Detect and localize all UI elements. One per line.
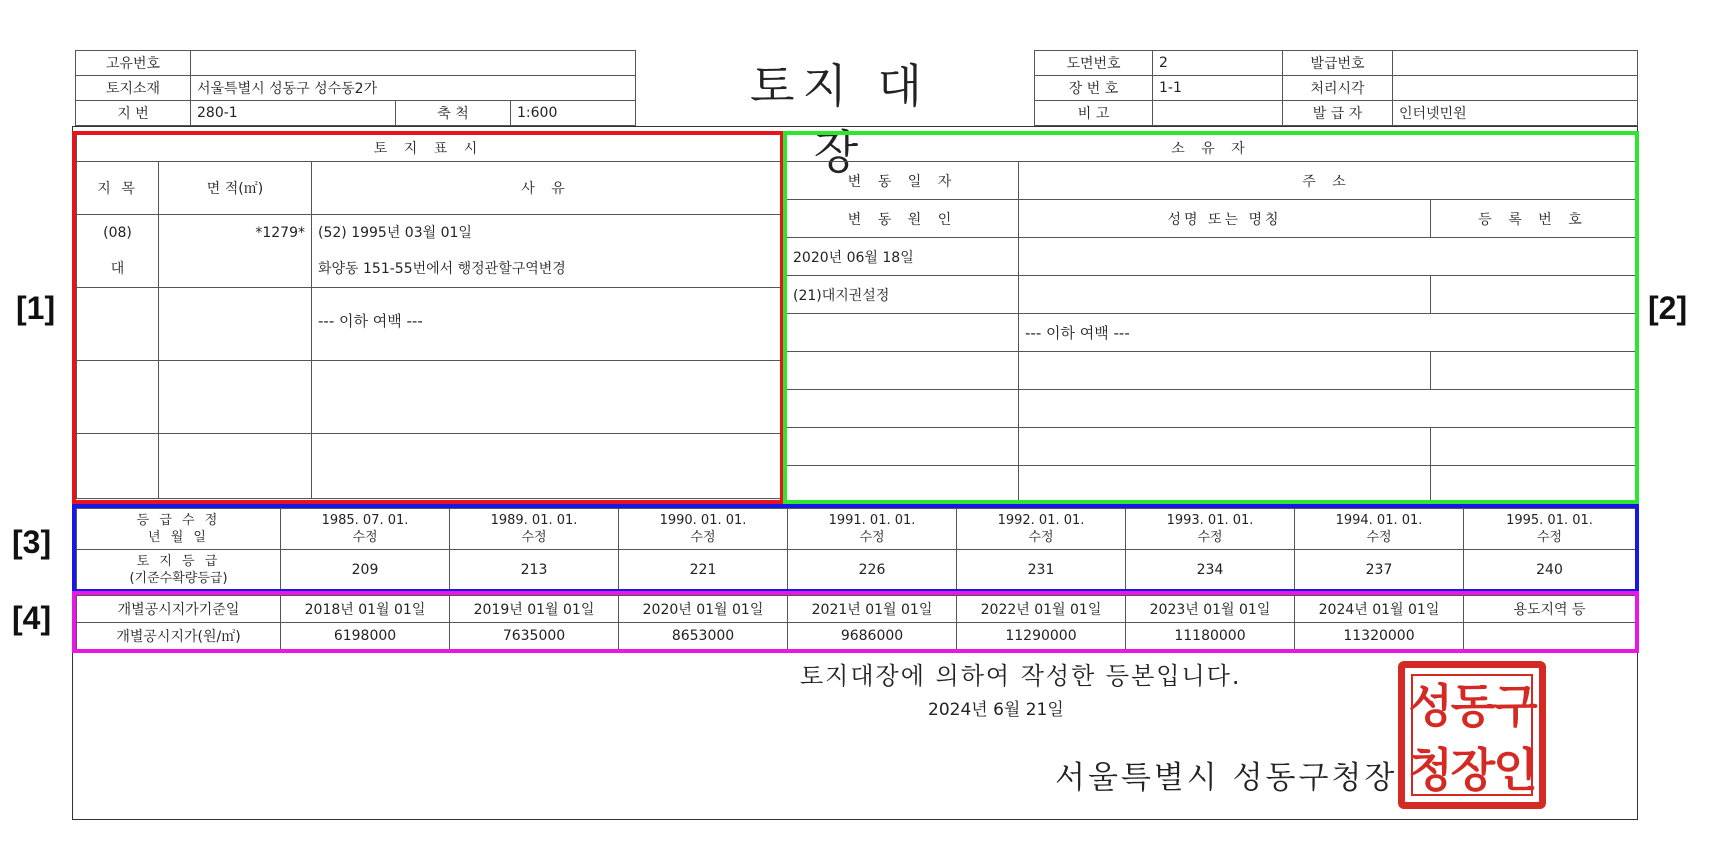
grade-date-cell	[450, 509, 619, 550]
owner-col-change-date: 변 동 일 자	[787, 162, 1019, 200]
price-date: 2019년 01월 01일	[450, 596, 619, 623]
grade-value: 226	[788, 550, 957, 591]
owner-empty-cell	[1019, 428, 1431, 466]
header-left-table	[75, 50, 636, 126]
issue-no-label: 발급번호	[1283, 51, 1393, 76]
lot-label: 지 번	[76, 101, 191, 126]
land-empty-cell	[312, 361, 781, 434]
owner-blank-note: --- 이하 여백 ---	[1019, 314, 1636, 352]
grade-value: 237	[1295, 550, 1464, 591]
map-no-label: 도면번호	[1035, 51, 1153, 76]
grade-revised: 수정	[859, 530, 885, 545]
land-empty-cell	[77, 361, 159, 434]
grade-date: 1993. 01. 01.	[1166, 513, 1254, 528]
owner-address-cell	[1019, 238, 1636, 276]
grade-date: 1990. 01. 01.	[659, 513, 747, 528]
zone-label: 용도지역 등	[1464, 596, 1636, 623]
unique-no-label: 고유번호	[76, 51, 191, 76]
land-category: 대	[110, 261, 125, 277]
grade-revised: 수정	[1028, 530, 1054, 545]
land-empty-cell	[77, 434, 159, 499]
issuer-label: 발 급 자	[1283, 101, 1393, 126]
grade-revised: 수정	[1197, 530, 1223, 545]
marker-4: [4]	[12, 600, 52, 636]
price-date: 2020년 01월 01일	[619, 596, 788, 623]
grade-value-label-a: 토 지 등 급	[136, 554, 221, 569]
grade-date-cell	[281, 509, 450, 550]
owner-change-date: 2020년 06월 18일	[787, 238, 1019, 276]
land-category-code: (08)	[103, 225, 132, 241]
land-empty-cell	[312, 434, 781, 499]
price-date: 2021년 01월 01일	[788, 596, 957, 623]
location-value: 서울특별시 성동구 성수동2가	[191, 76, 636, 101]
grade-revised: 수정	[352, 530, 378, 545]
grade-date-cell	[957, 509, 1126, 550]
scale-label: 축 척	[396, 101, 511, 126]
price-date: 2024년 01월 01일	[1295, 596, 1464, 623]
certification-date: 2024년 6월 21일	[928, 700, 1064, 720]
grade-date-label-a: 등 급 수 정	[136, 513, 221, 528]
owner-name-cell	[1019, 276, 1431, 314]
seal-line1: 성동구	[1408, 679, 1536, 733]
grade-revised: 수정	[690, 530, 716, 545]
grade-value: 221	[619, 550, 788, 591]
price-value: 6198000	[281, 623, 450, 650]
grade-date: 1992. 01. 01.	[997, 513, 1085, 528]
map-no-value: 2	[1153, 51, 1283, 76]
grade-section-table	[76, 508, 1636, 591]
owner-empty-cell	[787, 466, 1019, 504]
land-empty-cell	[77, 288, 159, 361]
scale-value: 1:600	[511, 101, 636, 126]
grade-date-cell	[1464, 509, 1636, 550]
grade-revised: 수정	[1366, 530, 1392, 545]
sheet-no-label: 장 번 호	[1035, 76, 1153, 101]
grade-date-cell	[1126, 509, 1295, 550]
grade-date-cell	[619, 509, 788, 550]
owner-reg-no-cell	[1431, 276, 1636, 314]
marker-3: [3]	[12, 524, 52, 560]
time-label: 처리시각	[1283, 76, 1393, 101]
grade-value: 240	[1464, 550, 1636, 591]
owner-change-cause: (21)대지권설정	[787, 276, 1019, 314]
note-value	[1153, 101, 1283, 126]
land-empty-cell	[159, 361, 312, 434]
owner-section-title: 소 유 자	[787, 135, 1636, 162]
grade-date: 1985. 07. 01.	[321, 513, 409, 528]
owner-col-change-cause: 변 동 원 인	[787, 200, 1019, 238]
land-empty-cell	[159, 288, 312, 361]
official-seal	[1398, 661, 1546, 809]
owner-empty-cell	[1019, 352, 1431, 390]
price-value-label: 개별공시지가(원/㎡)	[77, 623, 281, 650]
land-reason-line1: (52) 1995년 03월 01일	[318, 225, 472, 241]
owner-col-reg-no: 등 록 번 호	[1431, 200, 1636, 238]
price-date: 2023년 01월 01일	[1126, 596, 1295, 623]
price-value: 8653000	[619, 623, 788, 650]
owner-empty-cell	[1431, 352, 1636, 390]
issue-no-value	[1393, 51, 1638, 76]
grade-value: 209	[281, 550, 450, 591]
time-value	[1393, 76, 1638, 101]
owner-empty-cell	[787, 428, 1019, 466]
certification-text: 토지대장에 의하여 작성한 등본입니다.	[800, 662, 1242, 690]
land-empty-cell	[159, 434, 312, 499]
price-value: 9686000	[788, 623, 957, 650]
owner-col-name: 성명 또는 명칭	[1019, 200, 1431, 238]
owner-empty-cell	[787, 352, 1019, 390]
price-date-label: 개별공시지가기준일	[77, 596, 281, 623]
grade-value-label-b: (기준수확량등급)	[129, 571, 228, 586]
land-col-reason: 사 유	[312, 162, 781, 215]
grade-value: 234	[1126, 550, 1295, 591]
owner-empty-cell	[787, 314, 1019, 352]
land-section-table	[76, 134, 781, 499]
owner-empty-cell	[1019, 466, 1431, 504]
unique-no-value	[191, 51, 636, 76]
land-blank-note: --- 이하 여백 ---	[312, 288, 781, 361]
grade-date: 1991. 01. 01.	[828, 513, 916, 528]
issuer-value: 인터넷민원	[1393, 101, 1638, 126]
marker-2: [2]	[1648, 290, 1688, 326]
grade-date-label	[77, 509, 281, 550]
owner-empty-cell	[1431, 428, 1636, 466]
lot-value: 280-1	[191, 101, 396, 126]
price-date: 2022년 01월 01일	[957, 596, 1126, 623]
grade-value: 231	[957, 550, 1126, 591]
owner-empty-cell	[1431, 466, 1636, 504]
price-section-table	[76, 595, 1636, 650]
grade-date: 1995. 01. 01.	[1506, 513, 1593, 528]
grade-revised: 수정	[521, 530, 547, 545]
grade-date-label-b: 년 월 일	[148, 530, 209, 545]
header-right-table	[1034, 50, 1638, 126]
grade-revised: 수정	[1536, 530, 1563, 545]
price-date: 2018년 01월 01일	[281, 596, 450, 623]
land-col-area: 면 적(㎡)	[159, 162, 312, 215]
note-label: 비 고	[1035, 101, 1153, 126]
price-value: 11320000	[1295, 623, 1464, 650]
land-category-cell	[77, 215, 159, 288]
seal-line2: 청장인	[1408, 743, 1536, 797]
grade-date: 1989. 01. 01.	[490, 513, 578, 528]
location-label: 토지소재	[76, 76, 191, 101]
marker-1: [1]	[16, 290, 56, 326]
grade-date-cell	[1295, 509, 1464, 550]
owner-empty-cell	[787, 390, 1019, 428]
price-value: 7635000	[450, 623, 619, 650]
grade-value: 213	[450, 550, 619, 591]
zone-value	[1464, 623, 1636, 650]
land-section-title: 토 지 표 시	[77, 135, 781, 162]
owner-empty-cell	[1019, 390, 1636, 428]
owner-col-address: 주 소	[1019, 162, 1636, 200]
owner-section-table	[786, 134, 1636, 504]
grade-date-cell	[788, 509, 957, 550]
land-col-category: 지 목	[77, 162, 159, 215]
sheet-no-value: 1-1	[1153, 76, 1283, 101]
issuer-name: 서울특별시 성동구청장	[1055, 760, 1398, 796]
land-area: *1279*	[159, 215, 312, 288]
grade-date: 1994. 01. 01.	[1335, 513, 1423, 528]
price-value: 11180000	[1126, 623, 1295, 650]
document-title: 토지 대장	[750, 59, 930, 179]
price-value: 11290000	[957, 623, 1126, 650]
grade-value-label	[77, 550, 281, 591]
land-reason-line2: 화양동 151-55번에서 행정관할구역변경	[318, 261, 566, 277]
land-reason-cell	[312, 215, 781, 288]
